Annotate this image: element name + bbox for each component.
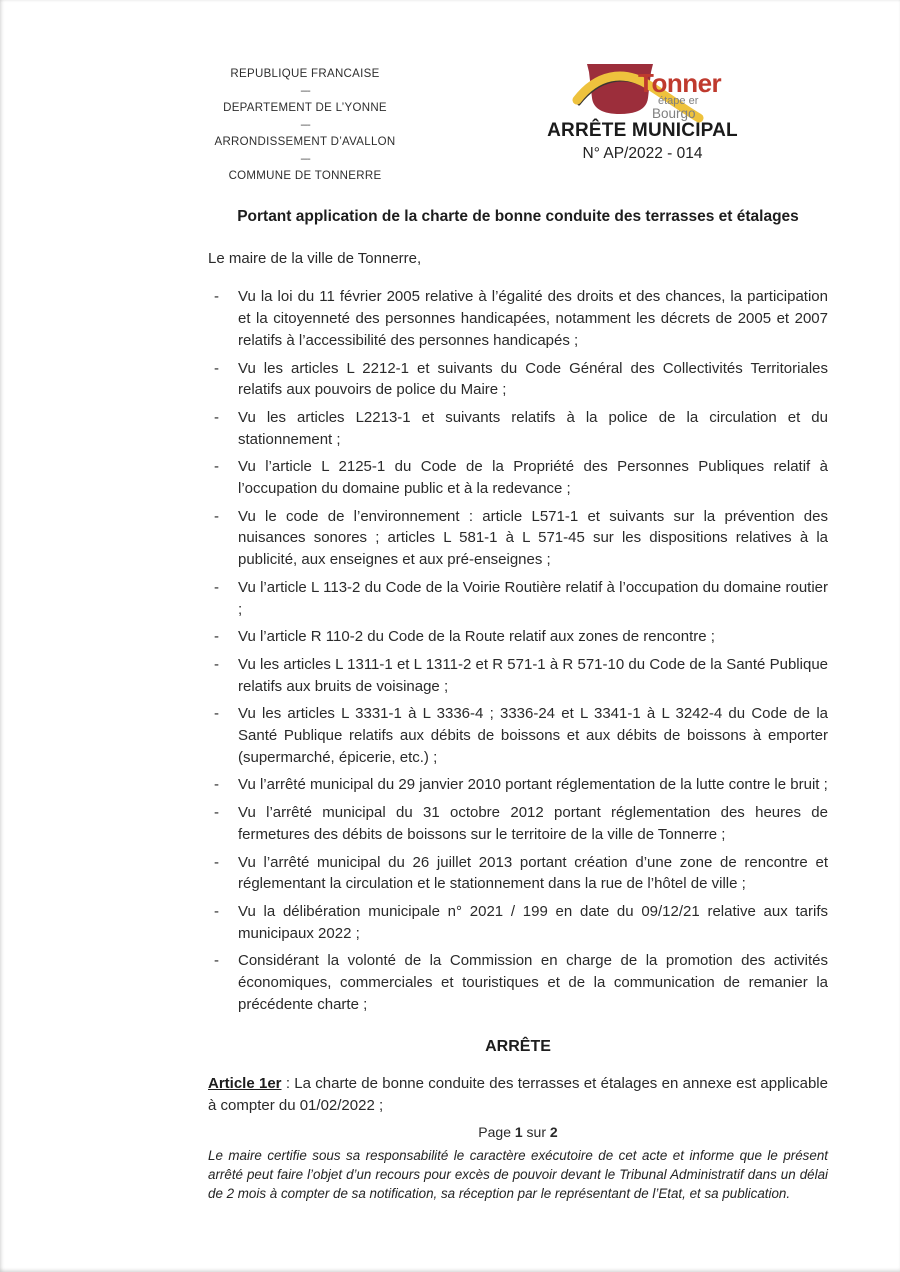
salutation: Le maire de la ville de Tonnerre, [208,249,422,267]
visa-dash: - [214,408,219,426]
visa-item [208,506,828,571]
visa-text: Vu les articles L 1311-1 et L 1311-2 et R 571-1 à R 571-10 du Code de la Santé Publique relatifs aux bruits de voisinage ; [238,655,828,695]
republic-header-block [205,66,405,185]
article-1-label: Article 1er [208,1075,282,1093]
visa-dash: - [214,655,219,673]
visa-text: Vu l’arrêté municipal du 29 janvier 2010 portant réglementation de la lutte contre le bruit ; [238,776,828,794]
visa-text: Vu les articles L 2212-1 et suivants du Code Général des Collectivités Territoriales relatifs aux pouvoirs de police du Maire ; [238,359,828,399]
visa-item [208,703,828,768]
visa-dash: - [214,705,219,723]
visa-item [208,577,828,620]
legal-disclaimer: Le maire certifie sous sa responsabilité le caractère exécutoire de cet acte et informe que le présent arrêté peut faire l’objet d’un recours pour excès de pouvoir devant le Tribunal Administratif dans un délai de 2 mois à compter de sa notification, sa réception par le représentant de l’Etat, et sa publication. [208,1148,828,1202]
department-line: DEPARTEMENT DE L’YONNE [223,102,387,114]
separator-dashes: ---- [300,154,310,165]
visa-dash: - [214,952,219,970]
visa-dash: - [214,902,219,920]
visa-dash: - [214,578,219,596]
commune-line: COMMUNE DE TONNERRE [228,170,382,182]
visa-text: Vu l’article L 113-2 du Code de la Voirie Routière relatif à l’occupation du domaine routier ; [238,578,828,618]
visa-dash: - [214,776,219,794]
page-total-value: 2 [549,1123,558,1140]
doc-type-title: ARRÊTE MUNICIPAL [547,120,738,141]
visa-text: Vu la loi du 11 février 2005 relative à l’égalité des droits et des chances, la participation et la citoyenneté des personnes handicapées, notamment les décrets de 2005 et 2007 relatifs à l’accessibilité des personnes handicapés ; [238,288,828,349]
sur-word: sur [522,1123,550,1140]
visa-text: Considérant la volonté de la Commission en charge de la promotion des activités économiques, commerciales et touristiques et de la communication de remanier la précédente charte ; [238,952,828,1013]
doc-subject-title: Portant application de la charte de bonne conduite des terrasses et étalages [237,208,799,225]
visa-text: Vu l’arrêté municipal du 26 juillet 2013 portant création d’une zone de rencontre et réglementant la circulation et le stationnement dans la rue de l’hôtel de ville ; [238,853,828,893]
visa-text: Vu le code de l’environnement : article L571-1 et suivants sur la prévention des nuisances sonores ; articles L 581-1 à L 571-45 sur les dispositions relatives à la publicité, aux enseignes et aux pré-enseignes ; [238,507,828,569]
visa-dash: - [214,458,219,476]
visa-text: Vu l’arrêté municipal du 31 octobre 2012 portant réglementation des heures de fermetures des débits de boissons sur le territoire de la ville de Tonnerre ; [238,804,828,843]
page-word: Page [478,1123,511,1140]
visa-item [208,802,828,845]
visa-item [208,407,828,450]
logo-tagline-line1: étape er [658,95,699,107]
visa-item [208,358,828,401]
visa-dash: - [214,804,219,822]
visa-dash: - [214,288,219,306]
visa-dash: - [214,507,219,525]
visa-item [208,901,828,944]
visa-item [208,286,828,351]
visa-text: Vu l’article R 110-2 du Code de la Route relatif aux zones de rencontre ; [238,628,715,646]
logo-wordmark: Tonner [638,68,722,98]
visa-text: Vu les articles L 3331-1 à L 3336-4 ; 3336-24 et L 3341-1 à L 3242-4 du Code de la Santé Publique relatifs aux débits de boissons et aux débits de boissons à emporter (supermarché, épicerie, etc.) ; [238,705,828,766]
visa-list [208,286,828,1015]
visa-text: Vu l’article L 2125-1 du Code de la Propriété des Personnes Publiques relatif à l’occupation du domaine public et à la redevance ; [238,458,828,498]
visa-text: Vu la délibération municipale n° 2021 / 199 en date du 09/12/21 relative aux tarifs municipaux 2022 ; [238,902,828,942]
article-1-text: La charte de bonne conduite des terrasses et étalages en annexe est applicable à compter du 01/02/2022 ; [208,1075,828,1114]
visa-text: Vu les articles L2213-1 et suivants relatifs à la police de la circulation et du stationnement ; [238,408,828,448]
republic-line: REPUBLIQUE FRANCAISE [230,68,380,80]
doc-number: N° AP/2022 - 014 [582,145,703,162]
page-number [208,1122,828,1144]
visa-item [208,852,828,895]
separator-dashes: ---- [300,86,310,97]
article-1 [208,1073,828,1116]
visa-dash: - [214,853,219,871]
visa-item [208,654,828,697]
page-number-value: 1 [514,1123,523,1140]
article-1-separator: : [281,1075,295,1093]
visa-dash: - [214,628,219,646]
town-logo [545,56,740,120]
decree-header-block [545,56,740,163]
visa-item [208,950,828,1015]
visa-item [208,626,828,648]
document-body [208,206,828,1203]
arrondissement-line: ARRONDISSEMENT D’AVALLON [214,136,396,148]
arrete-heading: ARRÊTE [485,1037,551,1055]
visa-item [208,456,828,499]
visa-item [208,774,828,796]
visa-dash: - [214,359,219,377]
separator-dashes: ---- [300,120,310,131]
logo-tagline-line2: Bourgo [652,106,696,121]
